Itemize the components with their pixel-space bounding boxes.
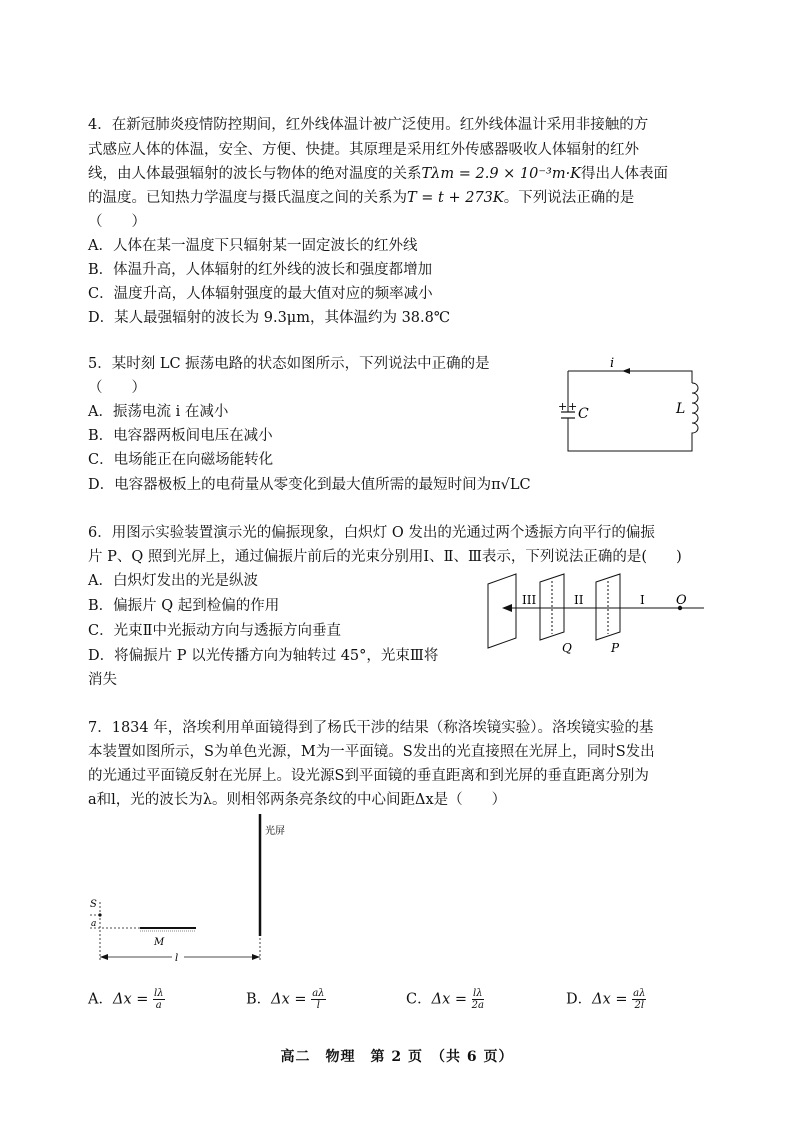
plate-p-label: P (611, 641, 620, 655)
q7-line-4: a和l，光的波长为λ。则相邻两条亮条纹的中心间距Δx是（ ） (88, 792, 507, 808)
page-footer: 高二 物理 第 2 页 （共 6 页） (280, 1049, 514, 1065)
fraction: $\frac{a\lambda}{l}$ (312, 988, 325, 1011)
q4-line-1: 4．在新冠肺炎疫情防控期间，红外线体温计被广泛使用。红外线体温计采用非接触的方 (88, 117, 649, 133)
q4-option-b[interactable]: B．体温升高，人体辐射的红外线的波长和强度都增加 (88, 262, 433, 278)
q7-option-c[interactable]: C．Δx = $\frac{l\lambda}{2a}$ (406, 988, 484, 1011)
capacitor-label: C (578, 406, 589, 422)
q4-answer-blank: （ ） (88, 214, 146, 230)
distance-l-label: l (175, 953, 179, 964)
q6-option-a[interactable]: A．白炽灯发出的光是纵波 (88, 573, 258, 589)
q4-relation: T = t + 273K (407, 190, 504, 206)
q6-option-c[interactable]: C．光束Ⅱ中光振动方向与透振方向垂直 (88, 623, 341, 639)
q6-option-d[interactable]: D．将偏振片 P 以光传播方向为轴转过 45°，光束Ⅲ将 (88, 648, 439, 664)
fraction: $\frac{l\lambda}{a}$ (154, 988, 164, 1011)
distance-a-label: a (91, 919, 97, 929)
q4-option-a[interactable]: A．人体在某一温度下只辐射某一固定波长的红外线 (88, 238, 418, 254)
q7-option-b[interactable]: B．Δx = $\frac{a\lambda}{l}$ (246, 988, 325, 1011)
mirror-m-label: M (154, 937, 165, 948)
q7-line-3: 的光通过平面镜反射在光屏上。设光源S到平面镜的垂直距离和到光屏的垂直距离分别为 (88, 768, 649, 784)
q4-line-3: 线，由人体最强辐射的波长与物体的绝对温度的关系Tλm = 2.9 × 10⁻³m·K得出人体表面 (88, 166, 669, 182)
source-point (98, 913, 101, 916)
current-arrow (622, 368, 630, 374)
fraction: $\frac{a\lambda}{2l}$ (633, 988, 646, 1011)
q4-option-d[interactable]: D．某人最强辐射的波长为 9.3μm，其体温约为 38.8℃ (88, 310, 451, 326)
lloyd-mirror-diagram (84, 814, 314, 970)
inductor-label: L (676, 401, 686, 417)
q4-line-2: 式感应人体的体温，安全、方便、快捷。其原理是采用红外传感器吸收人体辐射的红外 (88, 142, 639, 158)
q5-option-d[interactable]: D．电容器极板上的电荷量从零变化到最大值所需的最短时间为π√LC (88, 477, 531, 493)
beam-3-label: III (522, 593, 537, 607)
plus-sign-2: + (568, 400, 578, 413)
source-s-label: S (90, 899, 97, 910)
plate-q-label: Q (562, 641, 572, 655)
lc-circuit-diagram (552, 355, 712, 455)
q5-answer-blank: （ ） (88, 380, 146, 396)
q6-option-d-cont: 消失 (88, 672, 117, 688)
q4-option-c[interactable]: C．温度升高，人体辐射强度的最大值对应的频率减小 (88, 286, 433, 302)
q5-stem: 5．某时刻 LC 振荡电路的状态如图所示，下列说法中正确的是 (88, 356, 490, 372)
q6-line-2: 片 P、Q 照到光屏上，通过偏振片前后的光束分别用Ⅰ、Ⅱ、Ⅲ表示，下列说法正确的是( ) (88, 549, 682, 565)
q5-option-c[interactable]: C．电场能正在向磁场能转化 (88, 452, 274, 468)
q5-option-b[interactable]: B．电容器两板间电压在减小 (88, 428, 273, 444)
inductor-coil (692, 383, 698, 441)
fraction: $\frac{l\lambda}{2a}$ (471, 988, 484, 1011)
q5-option-a[interactable]: A．振荡电流 i 在减小 (88, 404, 229, 420)
current-label: i (610, 356, 615, 371)
q6-option-b[interactable]: B．偏振片 Q 起到检偏的作用 (88, 598, 280, 614)
source-o-label: O (676, 593, 687, 608)
plus-sign-1: + (558, 400, 568, 413)
q4-formula: Tλm = 2.9 × 10⁻³m·K (421, 166, 582, 182)
beam-1-label: I (640, 593, 645, 607)
polarization-diagram (484, 570, 706, 658)
beam-2-label: II (574, 593, 584, 607)
q7-option-d[interactable]: D．Δx = $\frac{a\lambda}{2l}$ (566, 988, 646, 1011)
q7-line-2: 本装置如图所示，S为单色光源，M为一平面镜。S发出的光直接照在光屏上，同时S发出 (88, 744, 655, 760)
q6-line-1: 6．用图示实验装置演示光的偏振现象，白炽灯 O 发出的光通过两个透振方向平行的偏振 (88, 525, 655, 541)
q7-line-1: 7．1834 年，洛埃利用单面镜得到了杨氏干涉的结果（称洛埃镜实验）。洛埃镜实验的基 (88, 720, 654, 736)
q7-option-a[interactable]: A．Δx = $\frac{l\lambda}{a}$ (88, 988, 164, 1011)
screen-label: 光屏 (265, 826, 285, 837)
q4-line-4: 的温度。已知热力学温度与摄氏温度之间的关系为T = t + 273K。下列说法正确的是 (88, 190, 635, 206)
